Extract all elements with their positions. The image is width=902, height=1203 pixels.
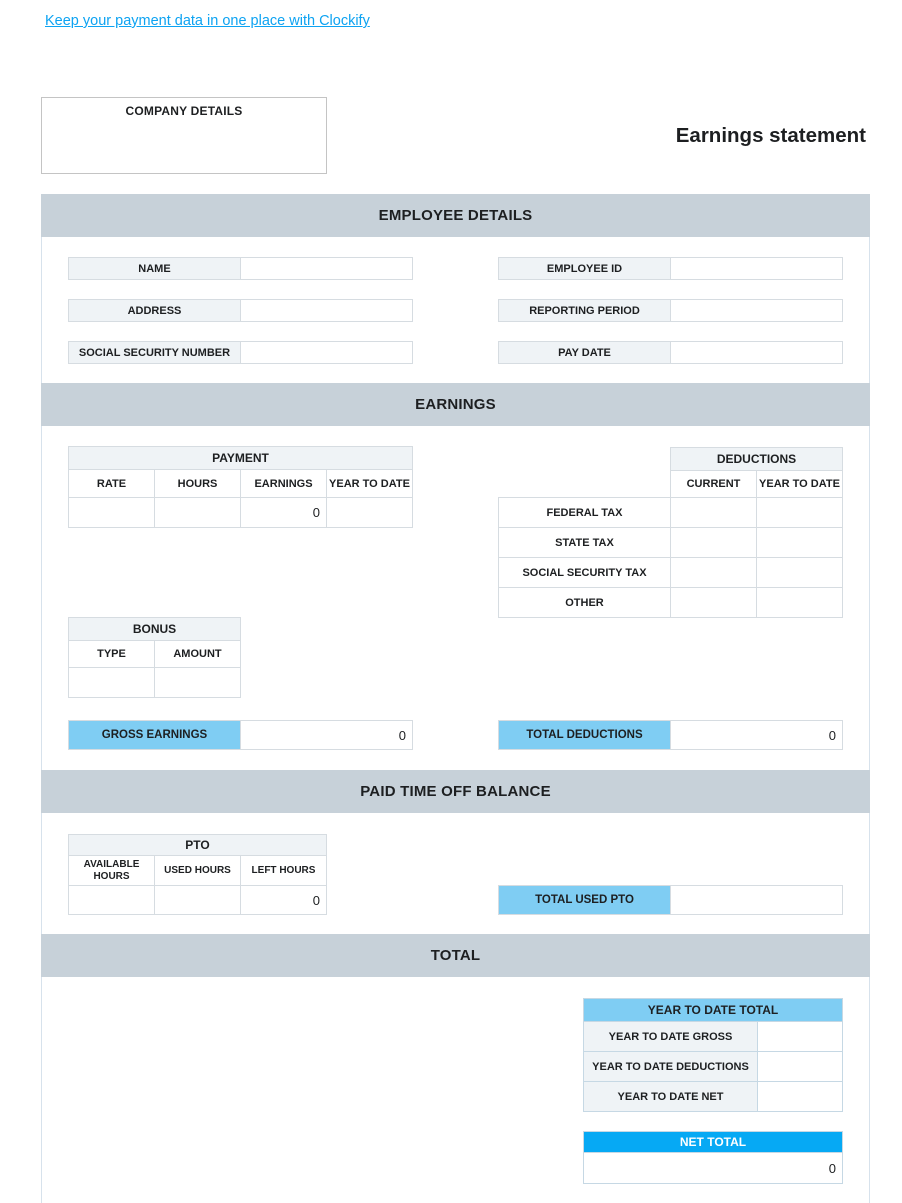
total-deductions-value[interactable]: 0 [671, 721, 843, 750]
employee-details-bar-title: EMPLOYEE DETAILS [378, 207, 533, 224]
total-deductions-row [498, 720, 843, 750]
pto-available-cell[interactable] [69, 886, 155, 915]
ytd-gross-row [584, 1022, 843, 1052]
payment-col-rate: RATE [69, 470, 155, 498]
other-deduction-current-cell[interactable] [671, 588, 757, 618]
social-security-tax-ytd-cell[interactable] [757, 558, 843, 588]
federal-tax-ytd-cell[interactable] [757, 498, 843, 528]
ytd-total-title: YEAR TO DATE TOTAL [584, 999, 843, 1022]
payment-ytd-cell[interactable] [327, 498, 413, 528]
deductions-row-other [499, 588, 843, 618]
section-bar-employee-details [41, 194, 870, 237]
total-bar-title: TOTAL [430, 947, 481, 964]
pto-table-title: PTO [69, 835, 327, 856]
deductions-table [498, 447, 843, 618]
pto-used-cell[interactable] [155, 886, 241, 915]
gross-earnings-label: GROSS EARNINGS [69, 721, 241, 750]
pto-left-cell[interactable]: 0 [241, 886, 327, 915]
state-tax-label: STATE TAX [499, 528, 671, 558]
payment-col-ytd: YEAR TO DATE [327, 470, 413, 498]
ytd-total-table [583, 998, 843, 1112]
ytd-net-value[interactable] [758, 1082, 843, 1112]
deductions-row-state [499, 528, 843, 558]
deductions-table-title: DEDUCTIONS [671, 448, 843, 471]
federal-tax-current-cell[interactable] [671, 498, 757, 528]
page-title: Earnings statement [675, 124, 866, 147]
payment-rate-cell[interactable] [69, 498, 155, 528]
deductions-col-current: CURRENT [671, 471, 757, 498]
ytd-gross-label: YEAR TO DATE GROSS [584, 1022, 758, 1052]
reporting-period-value[interactable] [671, 300, 843, 322]
ytd-net-label: YEAR TO DATE NET [584, 1082, 758, 1112]
federal-tax-label: FEDERAL TAX [499, 498, 671, 528]
employee-ssn-field [68, 341, 413, 364]
net-total-value[interactable]: 0 [584, 1153, 843, 1184]
ytd-deductions-label: YEAR TO DATE DEDUCTIONS [584, 1052, 758, 1082]
payment-col-earnings: EARNINGS [241, 470, 327, 498]
net-total-table [583, 1131, 843, 1184]
payment-hours-cell[interactable] [155, 498, 241, 528]
deductions-col-ytd: YEAR TO DATE [757, 471, 843, 498]
ytd-gross-value[interactable] [758, 1022, 843, 1052]
bonus-col-type: TYPE [69, 641, 155, 668]
employee-address-field [68, 299, 413, 322]
pay-date-field [498, 341, 843, 364]
pto-col-available: AVAILABLE HOURS [69, 856, 155, 886]
ytd-deductions-row [584, 1052, 843, 1082]
section-bar-earnings [41, 383, 870, 426]
employee-id-label: EMPLOYEE ID [499, 258, 671, 280]
section-bar-total [41, 934, 870, 977]
deductions-row-federal [499, 498, 843, 528]
section-bar-pto [41, 770, 870, 813]
employee-id-field [498, 257, 843, 280]
ssn-value[interactable] [241, 342, 413, 364]
earnings-bar-title: EARNINGS [415, 396, 496, 413]
deductions-spacer [499, 471, 671, 498]
pto-col-left: LEFT HOURS [241, 856, 327, 886]
total-used-pto-row [498, 885, 843, 915]
reporting-period-field [498, 299, 843, 322]
ytd-deductions-value[interactable] [758, 1052, 843, 1082]
company-details-label: COMPANY DETAILS [125, 104, 243, 118]
pto-row [69, 886, 327, 915]
ytd-net-row [584, 1082, 843, 1112]
payment-table [68, 446, 413, 528]
ssn-label: SOCIAL SECURITY NUMBER [69, 342, 241, 364]
other-deduction-ytd-cell[interactable] [757, 588, 843, 618]
gross-earnings-row [68, 720, 413, 750]
payment-col-hours: HOURS [155, 470, 241, 498]
total-deductions-label: TOTAL DEDUCTIONS [499, 721, 671, 750]
name-value[interactable] [241, 258, 413, 280]
address-value[interactable] [241, 300, 413, 322]
pto-table [68, 834, 327, 915]
name-label: NAME [69, 258, 241, 280]
pay-date-value[interactable] [671, 342, 843, 364]
deductions-row-social-security [499, 558, 843, 588]
pto-bar-title: PAID TIME OFF BALANCE [360, 783, 551, 800]
address-label: ADDRESS [69, 300, 241, 322]
net-total-title: NET TOTAL [584, 1132, 843, 1153]
pto-col-used: USED HOURS [155, 856, 241, 886]
social-security-tax-current-cell[interactable] [671, 558, 757, 588]
payment-table-title: PAYMENT [69, 447, 413, 470]
total-used-pto-label: TOTAL USED PTO [499, 886, 671, 915]
reporting-period-label: REPORTING PERIOD [499, 300, 671, 322]
pay-date-label: PAY DATE [499, 342, 671, 364]
company-details-box[interactable] [41, 97, 327, 174]
clockify-promo-link[interactable]: Keep your payment data in one place with Clockify [45, 13, 370, 29]
bonus-type-cell[interactable] [69, 668, 155, 698]
other-deduction-label: OTHER [499, 588, 671, 618]
gross-earnings-value[interactable]: 0 [241, 721, 413, 750]
bonus-col-amount: AMOUNT [155, 641, 241, 668]
bonus-table [68, 617, 241, 698]
payment-earnings-cell[interactable]: 0 [241, 498, 327, 528]
total-used-pto-value[interactable] [671, 886, 843, 915]
deductions-spacer [499, 448, 671, 471]
employee-name-field [68, 257, 413, 280]
bonus-row [69, 668, 241, 698]
state-tax-current-cell[interactable] [671, 528, 757, 558]
social-security-tax-label: SOCIAL SECURITY TAX [499, 558, 671, 588]
bonus-table-title: BONUS [69, 618, 241, 641]
employee-id-value[interactable] [671, 258, 843, 280]
bonus-amount-cell[interactable] [155, 668, 241, 698]
payment-row [69, 498, 413, 528]
state-tax-ytd-cell[interactable] [757, 528, 843, 558]
